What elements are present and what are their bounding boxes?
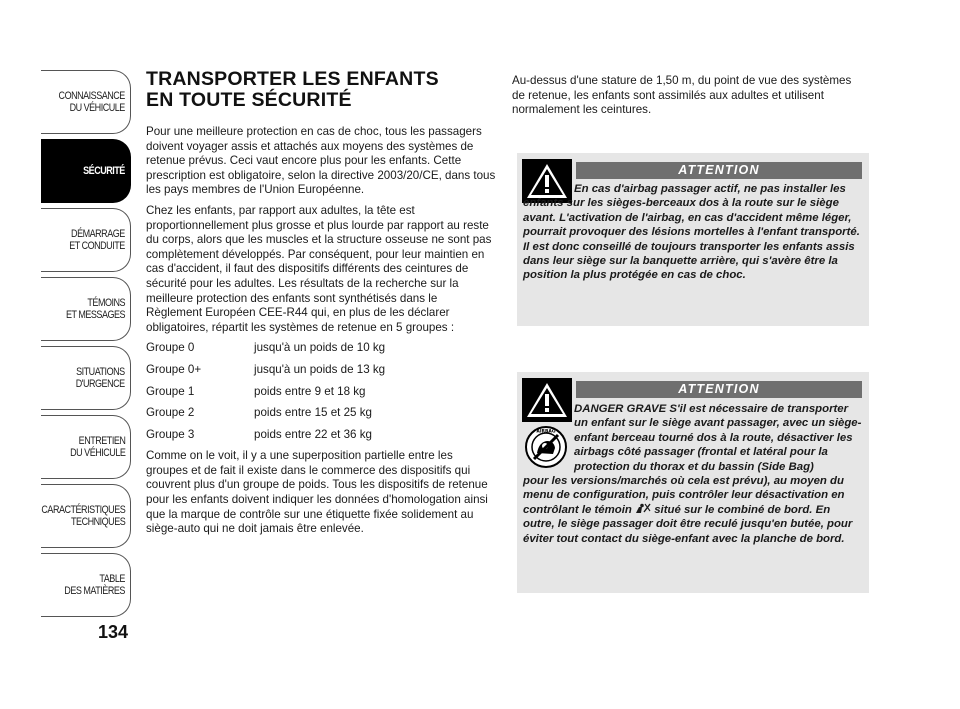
tab-label: TÉMOINS ET MESSAGES (65, 297, 125, 321)
warning-rest-text (523, 474, 863, 546)
tab-label: CARACTÉRISTIQUES TECHNIQUES (41, 504, 125, 528)
warning-lead-text: DANGER GRAVE S'il est nécessaire de transporter un enfant sur le siège avant passager, avec un siège-enfant berceau tourné dos à la route, désactiver les airbags côté passager (frontal et latéral pour la protection du thorax et du bassin (Side Bag) (574, 403, 862, 473)
list-item (146, 341, 496, 356)
group-desc: jusqu'à un poids de 10 kg (254, 341, 386, 355)
group-desc: poids entre 9 et 18 kg (254, 384, 366, 398)
warning-heading: ATTENTION (576, 381, 862, 398)
page-title: TRANSPORTER LES ENFANTS EN TOUTE SÉCURITÉ (146, 68, 439, 111)
paragraph-homologation: Comme on le voit, il y a une superposition partielle entre les groupes et de fait il existe dans le commerce des dispositifs qui couvrent plus d'un groupe de poids. Tous les dispositifs de retenue pour les enfants doivent indiquer les données d'homologation ainsi que la marque de contrôle sur une étiquette fixée solidement au siège-auto qui ne doit jamais être enlevée. (146, 449, 488, 536)
warning-rest-b: situé sur le combiné de bord. En outre, le siège passager doit être reculé jusqu'en butée, pour éviter tout contact du siège-enfant avec la planche de bord. (523, 503, 853, 545)
list-item (146, 428, 496, 443)
group-name: Groupe 3 (146, 427, 195, 441)
list-item (146, 406, 496, 421)
tab-caracteristiques-techniques[interactable] (41, 484, 131, 548)
tab-table-des-matieres[interactable] (41, 553, 131, 617)
list-item (146, 385, 496, 400)
warning-text: En cas d'airbag passager actif, ne pas installer les enfants sur les sièges-berceaux dos à la route sur le siège avant. L'activation de l'airbag, en cas d'accident même léger, pourrait provoquer des lésions mortelles à l'enfant transporté. Il est donc conseillé de toujours transporter les enfants assis dans leur siège sur la banquette arrière, qui s'avère être la position la plus protégée en cas de choc. (523, 183, 860, 282)
paragraph-children: Chez les enfants, par rapport aux adultes, la tête est proportionnellement plus grosse et plus lourde par rapport au reste du corps, alors que les muscles et la structure osseuse ne sont pas complètement développés. Par conséquent, pour leur maintien en cas d'accident, il faut des dispositifs différents des ceintures de sécurité pour les adultes. Les résultats de la recherche sur la meilleure protection des enfants sont synthétisés dans le Règlement Européen CEE-R44 qui, en plus de les déclarer obligatoires, répartit les systèmes de retenue en 5 groupes : (146, 203, 492, 334)
page-number: 134 (98, 622, 129, 642)
list-item (146, 363, 496, 378)
tab-connaissance-du-vehicule[interactable] (41, 70, 131, 134)
tab-situations-urgence[interactable] (41, 346, 131, 410)
airbag-icon-text: AIRBAG (536, 429, 556, 435)
tab-entretien-du-vehicule[interactable] (41, 415, 131, 479)
tab-label: SITUATIONS D'URGENCE (76, 366, 125, 390)
paragraph-stature: Au-dessus d'une stature de 1,50 m, du point de vue des systèmes de retenue, les enfants sont assimilés aux adultes et utilisent normalement les ceintures. (512, 74, 852, 117)
body-text (146, 125, 496, 537)
tab-label: ENTRETIEN DU VÉHICULE (69, 435, 125, 459)
tab-label: TABLE DES MATIÈRES (64, 573, 125, 597)
warning-box-danger (517, 372, 869, 593)
group-name: Groupe 1 (146, 384, 195, 398)
right-column (512, 74, 867, 118)
tab-demarrage-et-conduite[interactable] (41, 208, 131, 272)
tab-securite[interactable] (41, 139, 131, 203)
paragraph-intro: Pour une meilleure protection en cas de choc, tous les passagers doivent voyager assis et attachés aux moyens des systèmes de retenue prévus. Ceci vaut encore plus pour les enfants. Cette prescription est obligatoire, selon la directive 2003/20/CE, dans tous les pays membres de l'Union Européenne. (146, 125, 496, 197)
tab-label: SÉCURITÉ (83, 165, 125, 177)
group-desc: poids entre 15 et 25 kg (254, 406, 372, 420)
tab-label: CONNAISSANCE DU VÉHICULE (58, 90, 125, 114)
warning-text (523, 402, 863, 546)
warning-box-airbag (517, 153, 869, 326)
tab-label: DÉMARRAGE ET CONDUITE (69, 228, 125, 252)
group-desc: jusqu'à un poids de 13 kg (254, 362, 386, 376)
group-name: Groupe 0 (146, 341, 195, 355)
groups-list (146, 341, 496, 442)
main-column (146, 69, 496, 543)
airbag-off-indicator-icon (635, 503, 651, 514)
group-name: Groupe 0+ (146, 362, 202, 376)
tab-temoins-et-messages[interactable] (41, 277, 131, 341)
warning-heading: ATTENTION (576, 162, 862, 179)
group-desc: poids entre 22 et 36 kg (254, 427, 372, 441)
warning-rest-a: pour les versions/marchés où cela est prévu), au moyen du menu de configuration, puis contrôler leur désactivation en contrôlant le témoin (523, 475, 845, 516)
group-name: Groupe 2 (146, 406, 195, 420)
